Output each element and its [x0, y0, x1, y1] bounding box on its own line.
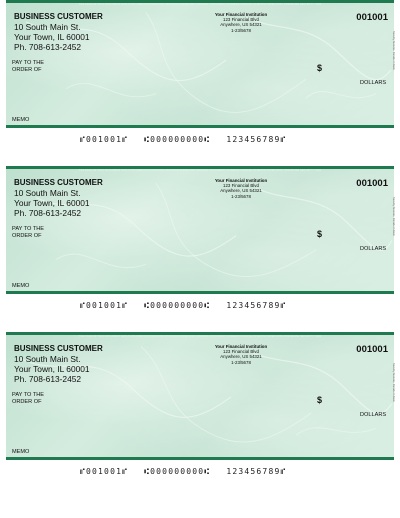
security-microtext: THE FACE OF THIS DOCUMENT HAS A COLORED BACKGROUND ON WHITE PAPER AND ORIGINAL DOCUMENT SCREENS DAMAGE IN WHITE PAPER WITH PRESSURE SECURITY ITEM [78, 169, 322, 172]
owner-address-line-1: 10 South Main St. [14, 188, 81, 198]
pay-to-label-line-1: PAY TO THE [12, 60, 45, 66]
owner-address-line-1: 10 South Main St. [14, 354, 81, 364]
pay-to-label-line-2: ORDER OF [12, 233, 42, 239]
bank-address-line-2: Anywhere, US 54321 [220, 22, 262, 28]
pay-to-label [12, 60, 44, 74]
micr-check-number: ⑈001001⑈ [80, 467, 129, 476]
micr-account-number: 123456789⑈ [226, 135, 287, 144]
pay-to-label [12, 392, 44, 406]
owner-address-line-2: Your Town, IL 60001 [14, 364, 90, 374]
pay-to-label-line-2: ORDER OF [12, 399, 42, 405]
side-security-text: Security features. Details on back. [392, 31, 395, 71]
memo-label: MEMO [12, 283, 30, 289]
routing-fraction: 1-23/5678 [231, 359, 251, 365]
bank-address-line-2: Anywhere, US 54321 [220, 188, 262, 194]
check-3 [0, 332, 400, 482]
bank-info [211, 12, 271, 33]
memo-label: MEMO [12, 449, 30, 455]
micr-line [80, 135, 380, 144]
bank-name: Your Financial Institution [214, 178, 268, 183]
micr-routing-number: ⑆000000000⑆ [144, 301, 211, 310]
bank-address-line-1: 123 Financial Blvd [223, 183, 259, 189]
bank-name: Your Financial Institution [214, 12, 268, 17]
micr-account-number: 123456789⑈ [226, 301, 287, 310]
micr-check-number: ⑈001001⑈ [80, 135, 129, 144]
owner-phone: Ph. 708-613-2452 [14, 42, 82, 52]
micr-line [80, 467, 380, 476]
amount-dollar-sign: $ [317, 395, 323, 405]
pay-to-label-line-2: ORDER OF [12, 67, 42, 73]
micr-routing-number: ⑆000000000⑆ [144, 467, 211, 476]
owner-address-line-2: Your Town, IL 60001 [14, 32, 90, 42]
bank-address-line-1: 123 Financial Blvd [223, 17, 259, 23]
amount-dollar-sign: $ [317, 229, 323, 239]
check-body [6, 0, 394, 128]
check-body [6, 166, 394, 294]
bank-address-line-1: 123 Financial Blvd [223, 349, 259, 355]
check-1 [0, 0, 400, 150]
security-microtext: THE FACE OF THIS DOCUMENT HAS A COLORED BACKGROUND ON WHITE PAPER AND ORIGINAL DOCUMENT SCREENS DAMAGE IN WHITE PAPER WITH PRESSURE SECURITY ITEM [78, 335, 322, 338]
pay-to-label [12, 226, 44, 240]
security-microtext: THE FACE OF THIS DOCUMENT HAS A COLORED BACKGROUND ON WHITE PAPER AND ORIGINAL DOCUMENT SCREENS DAMAGE IN WHITE PAPER WITH PRESSURE SECURITY ITEM [78, 3, 322, 6]
bank-info [211, 344, 271, 365]
micr-line [80, 301, 380, 310]
dollars-label: DOLLARS [360, 80, 387, 86]
account-holder [14, 178, 103, 218]
check-number: 001001 [356, 344, 388, 355]
owner-name: BUSINESS CUSTOMER [14, 344, 103, 353]
owner-phone: Ph. 708-613-2452 [14, 208, 82, 218]
account-holder [14, 12, 103, 52]
check-body [6, 332, 394, 460]
check-2 [0, 166, 400, 316]
side-security-text: Security features. Details on back. [392, 197, 395, 237]
dollars-label: DOLLARS [360, 412, 387, 418]
side-security-text: Security features. Details on back. [392, 363, 395, 403]
check-number: 001001 [356, 12, 388, 23]
dollars-label: DOLLARS [360, 246, 387, 252]
owner-name: BUSINESS CUSTOMER [14, 178, 103, 187]
micr-routing-number: ⑆000000000⑆ [144, 135, 211, 144]
pay-to-label-line-1: PAY TO THE [12, 392, 45, 398]
micr-account-number: 123456789⑈ [226, 467, 287, 476]
check-number: 001001 [356, 178, 388, 189]
routing-fraction: 1-23/5678 [231, 193, 251, 199]
owner-phone: Ph. 708-613-2452 [14, 374, 82, 384]
account-holder [14, 344, 103, 384]
micr-check-number: ⑈001001⑈ [80, 301, 129, 310]
bank-name: Your Financial Institution [214, 344, 268, 349]
routing-fraction: 1-23/5678 [231, 27, 251, 33]
memo-label: MEMO [12, 117, 30, 123]
pay-to-label-line-1: PAY TO THE [12, 226, 45, 232]
amount-dollar-sign: $ [317, 63, 323, 73]
owner-address-line-1: 10 South Main St. [14, 22, 81, 32]
owner-address-line-2: Your Town, IL 60001 [14, 198, 90, 208]
owner-name: BUSINESS CUSTOMER [14, 12, 103, 21]
bank-address-line-2: Anywhere, US 54321 [220, 354, 262, 360]
bank-info [211, 178, 271, 199]
